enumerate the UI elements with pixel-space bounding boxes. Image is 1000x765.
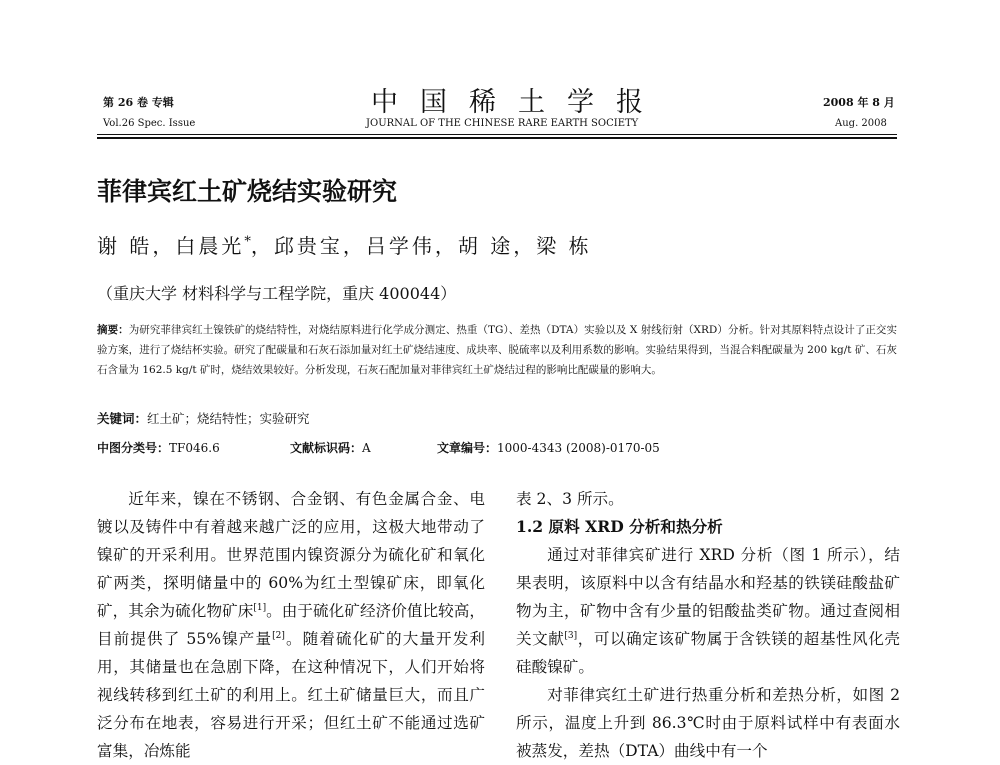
journal-title-en: JOURNAL OF THE CHINESE RARE EARTH SOCIETY bbox=[366, 118, 639, 129]
section-heading: 1.2 原料 XRD 分析和热分析 bbox=[516, 517, 723, 536]
classification-line bbox=[97, 439, 220, 456]
volume-issue-cn: 第 26 卷 专辑 bbox=[103, 96, 174, 109]
doc-code bbox=[290, 439, 371, 456]
keywords-label: 关键词： bbox=[97, 411, 148, 426]
issue-date-en: Aug. 2008 bbox=[835, 118, 887, 129]
article-title: 菲律宾红土矿烧结实验研究 bbox=[97, 177, 398, 206]
body-right-column bbox=[516, 485, 900, 765]
abstract bbox=[97, 320, 897, 380]
keywords-text: 红土矿；烧结特性；实验研究 bbox=[147, 411, 310, 426]
doc-code-label: 文献标识码： bbox=[290, 441, 363, 455]
abstract-text: 为研究菲律宾红土镍铁矿的烧结特性，对烧结原料进行化学成分测定、热重（TG）、差热（DTA）实验以及 X 射线衍射（XRD）分析。针对其原料特点设计了正交实验方案，进行了烧结杯实验。研究了配碳量和石灰石添加量对红土矿烧结速度、成块率、脱硫率以及利用系数的影响。实验结果得到，当混合料配碳量为 200 kg/t 矿、石灰石含量为 162.5 kg/t 矿时，烧结效果较好。分析发现，石灰石配加量对菲律宾红土矿烧结过程的影响比配碳量的影响大。 bbox=[97, 324, 898, 376]
citation-3: [3] bbox=[564, 630, 578, 641]
para-text: 通过对菲律宾矿进行 XRD 分析（图 1 所示），结果表明，该原料中以含有结晶水和羟基的铁镁硅酸盐矿物为主，矿物中含有少量的铝酸盐类矿物。通过查阅相关文献 bbox=[516, 546, 900, 648]
paragraph-continued: 表 2、3 所示。 bbox=[516, 490, 624, 508]
authors-rest: ，邱贵宝，吕学伟，胡 途，梁 栋 bbox=[250, 234, 592, 258]
article-no-value: 1000-4343 (2008)-0170-05 bbox=[497, 441, 660, 455]
journal-title-cn: 中国稀土学报 bbox=[371, 87, 665, 118]
issue-date-cn: 2008 年 8 月 bbox=[823, 96, 895, 109]
doc-code-value: A bbox=[362, 441, 371, 455]
volume-issue-en: Vol.26 Spec. Issue bbox=[103, 118, 196, 129]
para-text-3: 。随着硫化矿的大量开发利用，其储量也在急剧下降，在这种情况下，人们开始将视线转移到红土矿的利用上。红土矿储量巨大，而且广泛分布在地表，容易进行开采；但红土矿不能通过选矿富集，冶炼能 bbox=[97, 630, 485, 760]
corresponding-author-mark: * bbox=[244, 234, 251, 250]
keywords bbox=[97, 409, 310, 427]
para-text: 近年来，镍在不锈钢、合金钢、有色金属合金、电镀以及铸件中有着越来越广泛的应用，这极大地带动了镍矿的开采利用。世界范围内镍资源分为硫化矿和氧化矿两类，探明储量中的 60%为红土型镍矿床，即氧化矿，其余为硫化物矿床 bbox=[97, 490, 485, 620]
article-number bbox=[437, 439, 660, 456]
article-no-label: 文章编号： bbox=[437, 441, 498, 455]
paragraph bbox=[97, 485, 485, 765]
authors-first: 谢 皓，白晨光 bbox=[97, 234, 245, 258]
clc-value: TF046.6 bbox=[169, 441, 220, 455]
abstract-label: 摘要： bbox=[97, 324, 129, 336]
paragraph: 对菲律宾红土矿进行热重分析和差热分析，如图 2 所示，温度上升到 86.3℃时由于原料试样中有表面水被蒸发，差热（DTA）曲线中有一个 bbox=[516, 686, 900, 760]
body-left-column bbox=[97, 485, 485, 765]
affiliation: （重庆大学 材料科学与工程学院，重庆 400044） bbox=[97, 284, 457, 303]
author-list bbox=[97, 230, 592, 259]
header-rule-thin bbox=[97, 134, 897, 135]
citation-1: [1] bbox=[253, 602, 267, 613]
para-text-2: ，可以确定该矿物属于含铁镁的超基性风化壳硅酸镍矿。 bbox=[516, 630, 900, 676]
citation-2: [2] bbox=[272, 630, 285, 641]
para-text-2: 。由于硫化矿经济价值比较高，目前提供了 55%镍产量 bbox=[97, 602, 485, 648]
header-rule-thick bbox=[97, 137, 897, 139]
clc-label: 中图分类号： bbox=[97, 441, 170, 455]
paragraph bbox=[516, 541, 900, 681]
